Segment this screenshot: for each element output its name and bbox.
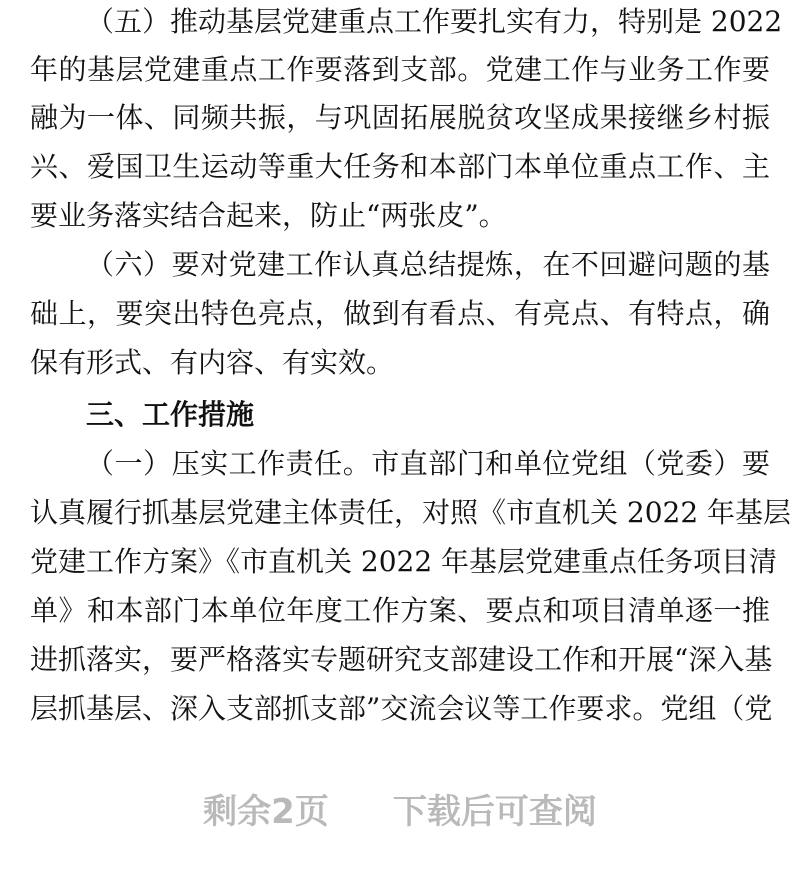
paragraph-line: （一）压实工作责任。市直部门和单位党组（党委）要 [86,447,770,480]
paragraph-line: （六）要对党建工作认真总结提炼，在不回避问题的基 [86,248,770,281]
paragraph-line: 要业务落实结合起来，防止“两张皮”。 [30,199,507,232]
paragraph-line: 础上，要突出特色亮点，做到有看点、有亮点、有特点，确 [30,297,770,330]
download-to-view-link[interactable]: 下载后可查阅 [392,791,597,832]
paragraph-line: 保有形式、有内容、有实效。 [30,346,395,379]
paragraph-line: 进抓落实，要严格落实专题研究支部建设工作和开展“深入基 [30,643,773,676]
download-prompt-bar[interactable] [0,782,800,834]
section-heading: 三、工作措施 [86,398,255,431]
remaining-pages-label[interactable]: 剩余2页 [203,791,329,832]
paragraph-line: （五）推动基层党建重点工作要扎实有力，特别是 2022 [86,5,783,38]
paragraph-line: 年的基层党建重点工作要落到支部。党建工作与业务工作要 [30,53,770,86]
paragraph-line: 单》和本部门本单位年度工作方案、要点和项目清单逐一推 [30,594,770,627]
paragraph-line: 融为一体、同频共振，与巩固拓展脱贫攻坚成果接继乡村振 [30,101,770,134]
paragraph-line: 层抓基层、深入支部抓支部”交流会议等工作要求。党组（党 [30,692,773,725]
paragraph-line: 党建工作方案》《市直机关 2022 年基层党建重点任务项目清 [30,545,778,578]
paragraph-line: 认真履行抓基层党建主体责任，对照《市直机关 2022 年基层 [30,496,792,529]
paragraph-line: 兴、爱国卫生运动等重大任务和本部门本单位重点工作、主 [30,150,770,183]
